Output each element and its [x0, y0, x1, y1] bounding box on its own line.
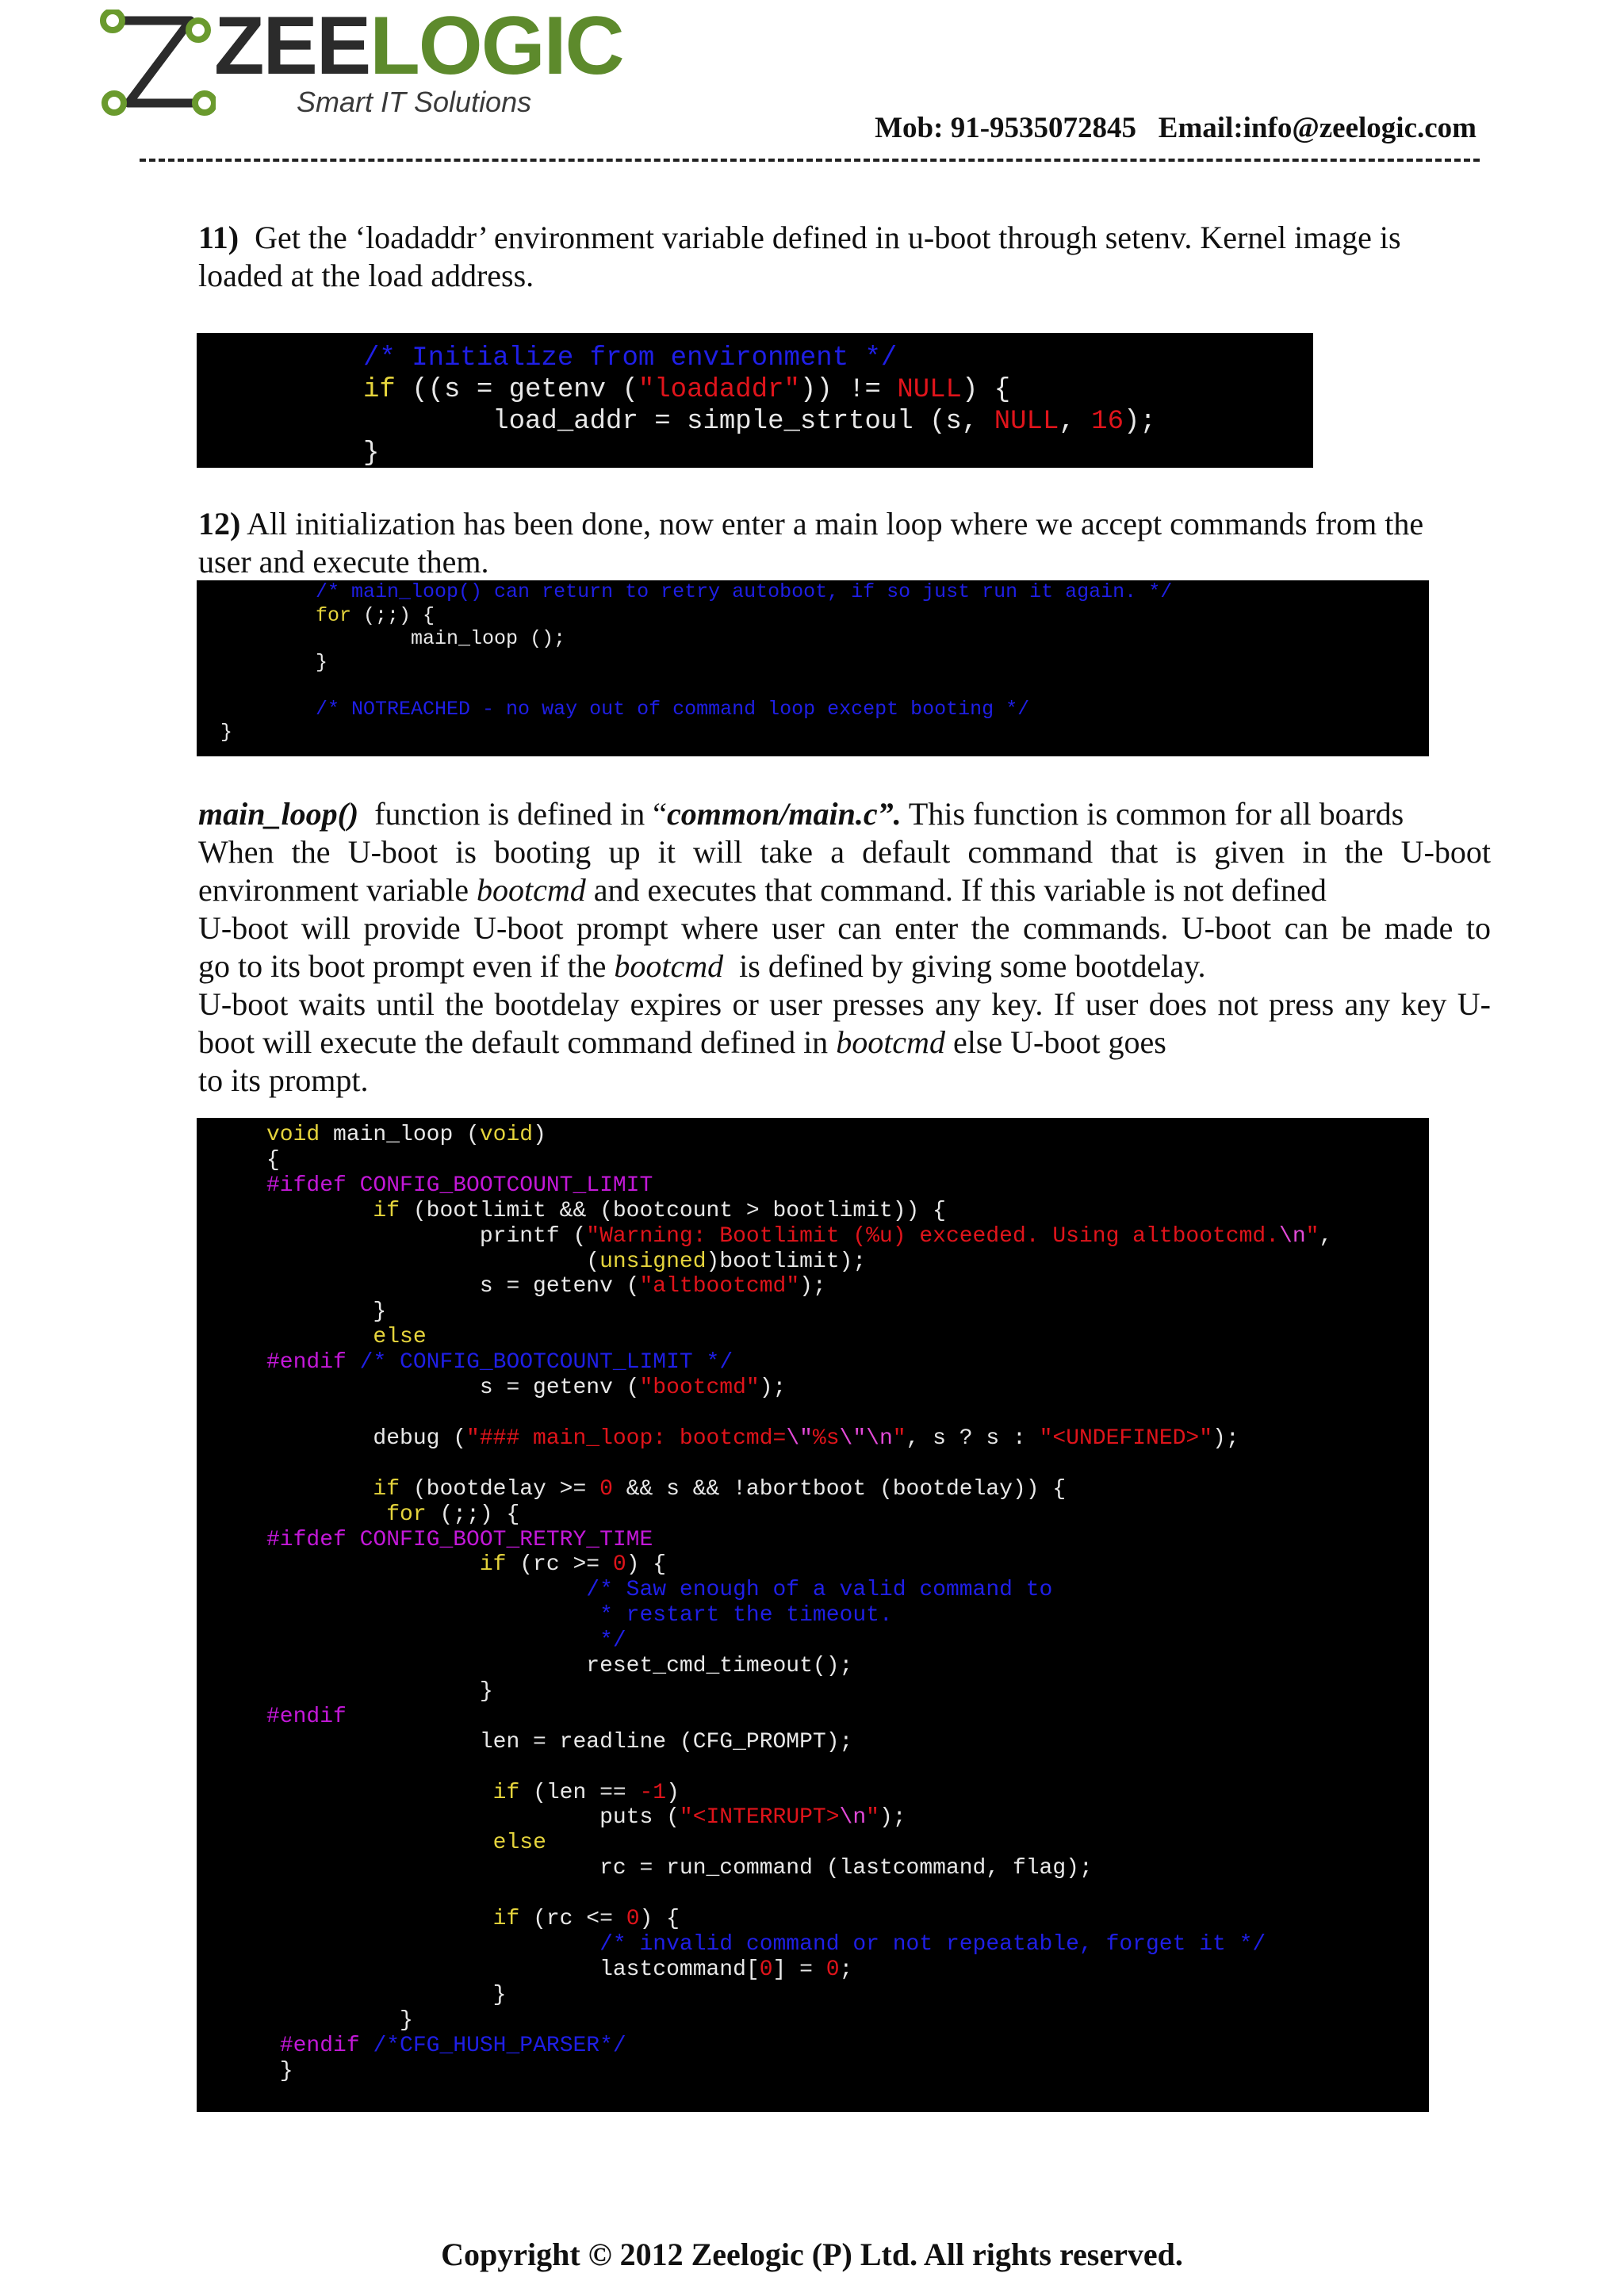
code-block-main-loop-source-text: void main_loop (void) { #ifdef CONFIG_BOOTCOUNT_LIMIT if (bootlimit && (bootcount > bootlimit)) { printf ("Warning: Bootlimit (%u) exceeded. Using altbootcmd.\n", (unsigned)bootlimit); s = getenv ("altbootcmd"); } else #endif /* CONFIG_BOOTCOUNT_LIMIT */ s = getenv ("bootcmd"); debug ("### main_loop: bootcmd=\"%s\"\n", s ? s : "<UNDEFINED>"); if (bootdelay >= 0 && s && !abortboot (bootdelay)) { for (;;) { #ifdef CONFIG_BOOT_RETRY_TIME if (rc >= 0) { /* Saw enough of a valid command to * restart the timeout. */ reset_cmd_timeout(); } #endif len = readline (CFG_PROMPT); if (len == -1) puts ("<INTERRUPT>\n"); else rc = run_command (lastcommand, flag); if (rc <= 0) { /* invalid command or not repeatable, forget it */ lastcommand[0] = 0; } } #endif /*CFG_HUSH_PARSER*/ }: [266, 1123, 1333, 2084]
desc-line-6: U-boot waits until the bootdelay expires or user presses any key. If user does not press any key U-: [198, 986, 1491, 1022]
main-loop-description: [198, 795, 1491, 1100]
desc-line-8: to its prompt.: [198, 1062, 369, 1098]
header-divider: [140, 159, 1480, 162]
desc-line-5b: is defined by giving some bootdelay.: [739, 948, 1206, 984]
section-12-line-2: user and execute them.: [198, 544, 489, 580]
desc-line-7a: boot will execute the default command defined in: [198, 1024, 829, 1060]
section-12-line-1: All initialization has been done, now enter a main loop where we accept commands from the: [247, 506, 1424, 541]
desc-line-4: U-boot will provide U-boot prompt where user can enter the commands. U-boot can be made to: [198, 910, 1491, 946]
section-11-line-1: Get the ‘loadaddr’ environment variable defined in u-boot through setenv. Kernel image is: [255, 220, 1401, 255]
code-block-loadaddr: [197, 333, 1313, 468]
contact-info: Mob: 91-9535072845 Email:info@zeelogic.com: [875, 112, 1477, 144]
desc-line-3b: and executes that command. If this variable is not defined: [593, 872, 1327, 908]
company-logo: [89, 0, 623, 139]
code-block-main-loop-source: [197, 1118, 1429, 2112]
code-block-main-loop-call-text: /* main_loop() can return to retry autoboot, if so just run it again. */ for (;;) { main_loop (); } /* NOTREACHED - no way out of command loop except booting */ }: [220, 580, 1173, 744]
logo-wordmark: ZEELOGIC: [214, 0, 623, 92]
code-block-main-loop-call: [197, 580, 1429, 756]
section-11-line-2: loaded at the load address.: [198, 258, 534, 293]
desc-line-3-var: bootcmd: [476, 872, 586, 908]
section-12-number: 12): [198, 506, 241, 541]
desc-line-5-var: bootcmd: [614, 948, 724, 984]
section-12-text: [198, 505, 1491, 581]
desc-line-5a: go to its boot prompt even if the: [198, 948, 607, 984]
desc-line-3a: environment variable: [198, 872, 469, 908]
desc-common: This function is common for all boards: [908, 796, 1404, 832]
logo-tagline: Smart IT Solutions: [297, 86, 532, 118]
file-name: common/main.c”.: [667, 796, 902, 832]
section-11-number: 11): [198, 220, 239, 255]
copyright-footer: Copyright © 2012 Zeelogic (P) Ltd. All rights reserved.: [441, 2237, 1183, 2272]
circuit-z-logo-icon: [97, 10, 216, 128]
func-name: main_loop(): [198, 796, 359, 832]
desc-line-7b: else U-boot goes: [952, 1024, 1166, 1060]
section-11-text: [198, 219, 1491, 295]
desc-defined-in: function is defined in “: [374, 796, 668, 832]
code-block-loadaddr-text: /* Initialize from environment */ if ((s = getenv ("loadaddr")) != NULL) { load_addr = simple_strtoul (s, NULL, 16); }: [363, 343, 1156, 468]
desc-line-2: When the U-boot is booting up it will take a default command that is given in the U-boot: [198, 834, 1491, 870]
desc-line-7-var: bootcmd: [836, 1024, 945, 1060]
